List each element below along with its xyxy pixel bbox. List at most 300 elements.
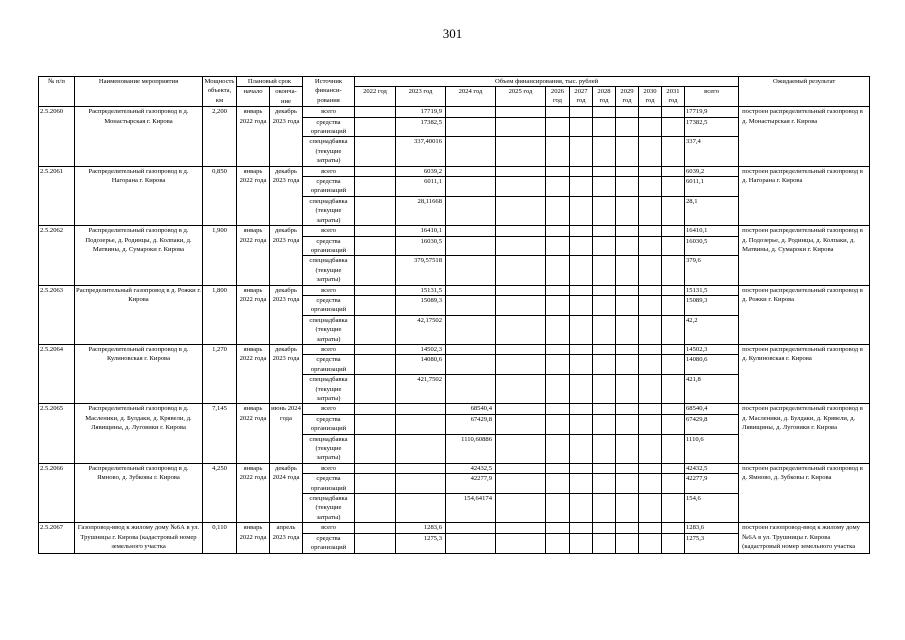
value-empty: [593, 434, 616, 463]
value-2022: [355, 177, 396, 197]
header-year: 2025 год: [496, 87, 546, 107]
value-empty: [496, 344, 546, 354]
value-empty: [662, 355, 685, 375]
value-empty: [662, 226, 685, 236]
value-empty: [570, 474, 593, 494]
value-empty: [616, 355, 639, 375]
value-empty: [593, 256, 616, 285]
value-total: 17382,5: [685, 117, 739, 137]
table-row: [39, 523, 870, 533]
value-empty: [496, 256, 546, 285]
value-2024: [446, 533, 496, 553]
value-empty: [546, 196, 570, 225]
value-empty: [496, 285, 546, 295]
value-empty: [570, 434, 593, 463]
value-empty: [546, 256, 570, 285]
value-2024: [446, 117, 496, 137]
value-empty: [546, 166, 570, 176]
funding-source: всего: [303, 523, 355, 533]
value-total: 17719,9: [685, 107, 739, 117]
value-empty: [616, 256, 639, 285]
value-empty: [570, 226, 593, 236]
value-empty: [616, 434, 639, 463]
funding-source: спецнадбавка (текущие затраты): [303, 196, 355, 225]
value-total: 1275,3: [685, 533, 739, 553]
header-year: 2023 год: [396, 87, 446, 107]
value-2024: 154,64174: [446, 494, 496, 523]
value-empty: [616, 196, 639, 225]
value-empty: [593, 533, 616, 553]
header-result: Ожидаемый результат: [739, 77, 870, 107]
value-empty: [662, 137, 685, 166]
header-start: начало: [237, 87, 270, 107]
value-total: 1283,6: [685, 523, 739, 533]
project-name: Распределительный газопровод в д. Ямново, д. Зубковы г. Кирова: [75, 463, 203, 522]
value-2024: 42277,9: [446, 474, 496, 494]
value-total: 1110,6: [685, 434, 739, 463]
value-empty: [496, 137, 546, 166]
value-empty: [496, 196, 546, 225]
funding-source: средства организаций: [303, 414, 355, 434]
value-empty: [639, 494, 662, 523]
value-empty: [593, 137, 616, 166]
value-empty: [593, 355, 616, 375]
table-header-row: [39, 77, 870, 87]
project-end: июнь 2024 года: [270, 404, 303, 463]
value-2024: [446, 166, 496, 176]
funding-source: всего: [303, 226, 355, 236]
value-empty: [546, 533, 570, 553]
value-empty: [662, 404, 685, 414]
value-empty: [496, 166, 546, 176]
value-2022: [355, 414, 396, 434]
project-result: построен распределительный газопровод в д. Подозерье, д. Родинцы, д. Колпаки, д. Матвины, д. Сумароки г. Кирова: [739, 226, 870, 285]
value-2024: [446, 137, 496, 166]
table-row: [39, 285, 870, 295]
project-name: Газопровод-ввод к жилому дому №6А в ул. Трушницы г. Кирова (кадастровый номер земельного участка: [75, 523, 203, 553]
value-2023: 421,7502: [396, 375, 446, 404]
project-start: январь 2022 года: [237, 404, 270, 463]
value-empty: [593, 523, 616, 533]
funding-source: всего: [303, 404, 355, 414]
value-empty: [662, 117, 685, 137]
value-empty: [496, 463, 546, 473]
value-total: 421,8: [685, 375, 739, 404]
value-empty: [593, 315, 616, 344]
value-empty: [616, 375, 639, 404]
value-empty: [662, 463, 685, 473]
header-plan-term: Плановый срок: [237, 77, 303, 87]
value-empty: [496, 375, 546, 404]
project-id: 2.5.2062: [39, 226, 75, 285]
value-empty: [593, 226, 616, 236]
value-empty: [570, 107, 593, 117]
project-capacity: 2,200: [203, 107, 237, 166]
value-empty: [662, 295, 685, 315]
project-capacity: 0,850: [203, 166, 237, 225]
funding-source: всего: [303, 463, 355, 473]
value-total: 67429,8: [685, 414, 739, 434]
value-empty: [546, 463, 570, 473]
value-empty: [639, 474, 662, 494]
value-2023: 6011,1: [396, 177, 446, 197]
project-name: Распределительный газопровод в д. Монастырская г. Кирова: [75, 107, 203, 166]
funding-source: спецнадбавка (текущие затраты): [303, 315, 355, 344]
funding-source: спецнадбавка (текущие затраты): [303, 256, 355, 285]
value-2023: 42,17502: [396, 315, 446, 344]
value-empty: [662, 107, 685, 117]
value-2022: [355, 107, 396, 117]
value-2022: [355, 117, 396, 137]
value-empty: [570, 236, 593, 256]
value-2022: [355, 295, 396, 315]
value-empty: [496, 226, 546, 236]
financing-table: [38, 76, 870, 554]
project-name: Распределительный газопровод в д. Нагорана г. Кирова: [75, 166, 203, 225]
project-name: Распределительный газопровод в д. Масленики, д. Булдаки, д. Крявели, д. Лявищины, д. Луговики г. Кирова: [75, 404, 203, 463]
header-year: 2022 год: [355, 87, 396, 107]
value-total: 15131,5: [685, 285, 739, 295]
value-empty: [570, 166, 593, 176]
project-start: январь 2022 года: [237, 226, 270, 285]
value-empty: [639, 196, 662, 225]
value-empty: [662, 523, 685, 533]
project-end: декабрь 2023 года: [270, 107, 303, 166]
project-capacity: 0,110: [203, 523, 237, 553]
value-empty: [662, 196, 685, 225]
value-empty: [593, 117, 616, 137]
value-2023: 14080,6: [396, 355, 446, 375]
value-empty: [616, 226, 639, 236]
header-num: № п/п: [39, 77, 75, 107]
funding-source: спецнадбавка (текущие затраты): [303, 137, 355, 166]
value-empty: [639, 166, 662, 176]
project-id: 2.5.2064: [39, 344, 75, 403]
value-empty: [496, 315, 546, 344]
project-result: построен распределительный газопровод в д. Монастырская г. Кирова: [739, 107, 870, 166]
value-empty: [616, 137, 639, 166]
project-result: построен распределительный газопровод в д. Нагорана г. Кирова: [739, 166, 870, 225]
value-2022: [355, 196, 396, 225]
value-total: 68540,4: [685, 404, 739, 414]
value-empty: [662, 533, 685, 553]
value-empty: [616, 117, 639, 137]
project-capacity: 1,900: [203, 226, 237, 285]
header-year: 2026 год: [546, 87, 570, 107]
value-2022: [355, 533, 396, 553]
project-result: построен газопровод-ввод к жилому дому №6А в ул. Трушницы г. Кирова (кадастровый номер земельного участка: [739, 523, 870, 553]
value-empty: [570, 533, 593, 553]
project-end: декабрь 2023 года: [270, 285, 303, 344]
value-empty: [570, 523, 593, 533]
value-2023: 379,57518: [396, 256, 446, 285]
value-empty: [570, 137, 593, 166]
value-empty: [639, 463, 662, 473]
table-row: [39, 166, 870, 176]
header-year: 2030 год: [639, 87, 662, 107]
value-empty: [546, 226, 570, 236]
value-empty: [616, 315, 639, 344]
header-year: 2027 год: [570, 87, 593, 107]
value-empty: [662, 256, 685, 285]
value-empty: [639, 523, 662, 533]
value-2022: [355, 256, 396, 285]
value-empty: [593, 236, 616, 256]
value-2023: 16030,5: [396, 236, 446, 256]
value-empty: [639, 137, 662, 166]
project-capacity: 7,145: [203, 404, 237, 463]
value-empty: [570, 494, 593, 523]
header-year: 2024 год: [446, 87, 496, 107]
value-empty: [639, 375, 662, 404]
value-2022: [355, 474, 396, 494]
value-empty: [496, 177, 546, 197]
value-empty: [662, 236, 685, 256]
value-empty: [616, 177, 639, 197]
value-2024: [446, 355, 496, 375]
value-empty: [570, 344, 593, 354]
value-2024: [446, 523, 496, 533]
value-empty: [662, 414, 685, 434]
value-empty: [546, 236, 570, 256]
value-total: 42277,9: [685, 474, 739, 494]
value-2024: [446, 196, 496, 225]
value-total: 42,2: [685, 315, 739, 344]
project-result: построен распределительный газопровод в д. Ямново, д. Зубковы г. Кирова: [739, 463, 870, 522]
value-empty: [496, 404, 546, 414]
value-total: 6011,1: [685, 177, 739, 197]
value-empty: [616, 533, 639, 553]
value-empty: [546, 117, 570, 137]
funding-source: средства организаций: [303, 295, 355, 315]
value-2023: 17382,5: [396, 117, 446, 137]
project-id: 2.5.2065: [39, 404, 75, 463]
value-empty: [639, 414, 662, 434]
value-empty: [639, 295, 662, 315]
project-start: январь 2022 года: [237, 463, 270, 522]
value-2024: [446, 295, 496, 315]
project-start: январь 2022 года: [237, 166, 270, 225]
value-empty: [570, 117, 593, 137]
value-2024: [446, 285, 496, 295]
value-2023: [396, 474, 446, 494]
value-2024: [446, 375, 496, 404]
value-empty: [570, 196, 593, 225]
table-row: [39, 404, 870, 414]
value-empty: [662, 494, 685, 523]
value-empty: [616, 295, 639, 315]
value-empty: [662, 434, 685, 463]
project-start: январь 2022 года: [237, 285, 270, 344]
value-2023: [396, 434, 446, 463]
value-2023: 16410,1: [396, 226, 446, 236]
value-empty: [546, 434, 570, 463]
value-empty: [546, 285, 570, 295]
funding-source: средства организаций: [303, 236, 355, 256]
project-start: январь 2022 года: [237, 523, 270, 553]
value-2023: 17719,9: [396, 107, 446, 117]
value-empty: [546, 523, 570, 533]
project-end: декабрь 2024 года: [270, 463, 303, 522]
value-empty: [546, 344, 570, 354]
value-empty: [570, 463, 593, 473]
value-empty: [616, 285, 639, 295]
value-empty: [616, 107, 639, 117]
value-empty: [593, 295, 616, 315]
header-year: всего: [685, 87, 739, 107]
header-volume: Объем финансирования, тыс. рублей: [355, 77, 739, 87]
value-total: 6039,2: [685, 166, 739, 176]
header-source: Источник финанси-рования: [303, 77, 355, 107]
funding-source: всего: [303, 107, 355, 117]
value-empty: [662, 375, 685, 404]
value-empty: [593, 177, 616, 197]
value-2022: [355, 494, 396, 523]
value-empty: [639, 434, 662, 463]
value-2024: 1110,60886: [446, 434, 496, 463]
value-empty: [570, 414, 593, 434]
header-year: 2031 год: [662, 87, 685, 107]
value-2024: 68540,4: [446, 404, 496, 414]
value-empty: [593, 414, 616, 434]
funding-source: средства организаций: [303, 533, 355, 553]
project-id: 2.5.2066: [39, 463, 75, 522]
value-empty: [496, 523, 546, 533]
value-empty: [639, 117, 662, 137]
value-empty: [570, 295, 593, 315]
value-empty: [639, 236, 662, 256]
value-empty: [593, 494, 616, 523]
project-result: построен распределительный газопровод в д. Кулиновская г. Кирова: [739, 344, 870, 403]
project-capacity: 1,270: [203, 344, 237, 403]
value-empty: [546, 494, 570, 523]
project-end: декабрь 2023 года: [270, 166, 303, 225]
value-2022: [355, 523, 396, 533]
project-id: 2.5.2061: [39, 166, 75, 225]
value-empty: [662, 474, 685, 494]
header-year: 2029 год: [616, 87, 639, 107]
value-total: 337,4: [685, 137, 739, 166]
project-capacity: 4,250: [203, 463, 237, 522]
value-2023: 14502,3: [396, 344, 446, 354]
value-2024: [446, 315, 496, 344]
value-2023: [396, 463, 446, 473]
funding-source: спецнадбавка (текущие затраты): [303, 375, 355, 404]
value-total: 28,1: [685, 196, 739, 225]
value-empty: [496, 295, 546, 315]
value-2023: 6039,2: [396, 166, 446, 176]
value-empty: [616, 236, 639, 256]
value-empty: [593, 404, 616, 414]
project-result: построен распределительный газопровод в д. Масленики, д. Булдаки, д. Крявели, д. Лявищины, д. Луговики г. Кирова: [739, 404, 870, 463]
value-2024: [446, 256, 496, 285]
value-empty: [593, 375, 616, 404]
value-total: 14502,3: [685, 344, 739, 354]
value-empty: [616, 463, 639, 473]
funding-source: всего: [303, 344, 355, 354]
value-empty: [546, 315, 570, 344]
value-empty: [662, 285, 685, 295]
value-2022: [355, 315, 396, 344]
value-total: 154,6: [685, 494, 739, 523]
value-empty: [546, 177, 570, 197]
value-empty: [570, 177, 593, 197]
funding-source: средства организаций: [303, 355, 355, 375]
value-empty: [570, 355, 593, 375]
value-2022: [355, 226, 396, 236]
value-empty: [496, 107, 546, 117]
value-empty: [662, 166, 685, 176]
value-empty: [546, 474, 570, 494]
funding-source: средства организаций: [303, 117, 355, 137]
value-2023: [396, 494, 446, 523]
value-empty: [570, 256, 593, 285]
value-2023: 337,40016: [396, 137, 446, 166]
project-id: 2.5.2067: [39, 523, 75, 553]
project-end: декабрь 2023 года: [270, 344, 303, 403]
value-empty: [546, 414, 570, 434]
value-2022: [355, 463, 396, 473]
header-capacity: Мощность объекта, км: [203, 77, 237, 107]
funding-source: средства организаций: [303, 177, 355, 197]
value-empty: [496, 236, 546, 256]
value-2023: 15089,3: [396, 295, 446, 315]
value-2022: [355, 236, 396, 256]
value-total: 16410,1: [685, 226, 739, 236]
value-empty: [593, 107, 616, 117]
value-2022: [355, 344, 396, 354]
header-end: оконча-ние: [270, 87, 303, 107]
project-id: 2.5.2063: [39, 285, 75, 344]
value-2024: [446, 236, 496, 256]
value-empty: [616, 404, 639, 414]
value-empty: [546, 355, 570, 375]
table-row: [39, 107, 870, 117]
value-empty: [546, 375, 570, 404]
value-empty: [616, 344, 639, 354]
value-empty: [496, 117, 546, 137]
value-2024: [446, 344, 496, 354]
value-total: 42432,5: [685, 463, 739, 473]
project-start: январь 2022 года: [237, 344, 270, 403]
value-2023: 28,11668: [396, 196, 446, 225]
value-2023: [396, 404, 446, 414]
value-empty: [570, 375, 593, 404]
funding-source: спецнадбавка (текущие затраты): [303, 434, 355, 463]
value-empty: [593, 166, 616, 176]
value-empty: [616, 523, 639, 533]
page-number: 301: [442, 26, 463, 41]
value-empty: [593, 474, 616, 494]
value-empty: [593, 196, 616, 225]
value-2024: [446, 177, 496, 197]
project-start: январь 2022 года: [237, 107, 270, 166]
table-row: [39, 226, 870, 236]
value-empty: [639, 177, 662, 197]
value-2024: [446, 107, 496, 117]
funding-source: всего: [303, 166, 355, 176]
project-capacity: 1,800: [203, 285, 237, 344]
funding-source: средства организаций: [303, 474, 355, 494]
funding-source: спецнадбавка (текущие затраты): [303, 494, 355, 523]
value-2022: [355, 285, 396, 295]
value-empty: [662, 344, 685, 354]
value-empty: [546, 404, 570, 414]
value-2023: 15131,5: [396, 285, 446, 295]
value-2022: [355, 137, 396, 166]
project-end: декабрь 2023 года: [270, 226, 303, 285]
project-result: построен распределительный газопровод в д. Рожки г. Кирова: [739, 285, 870, 344]
